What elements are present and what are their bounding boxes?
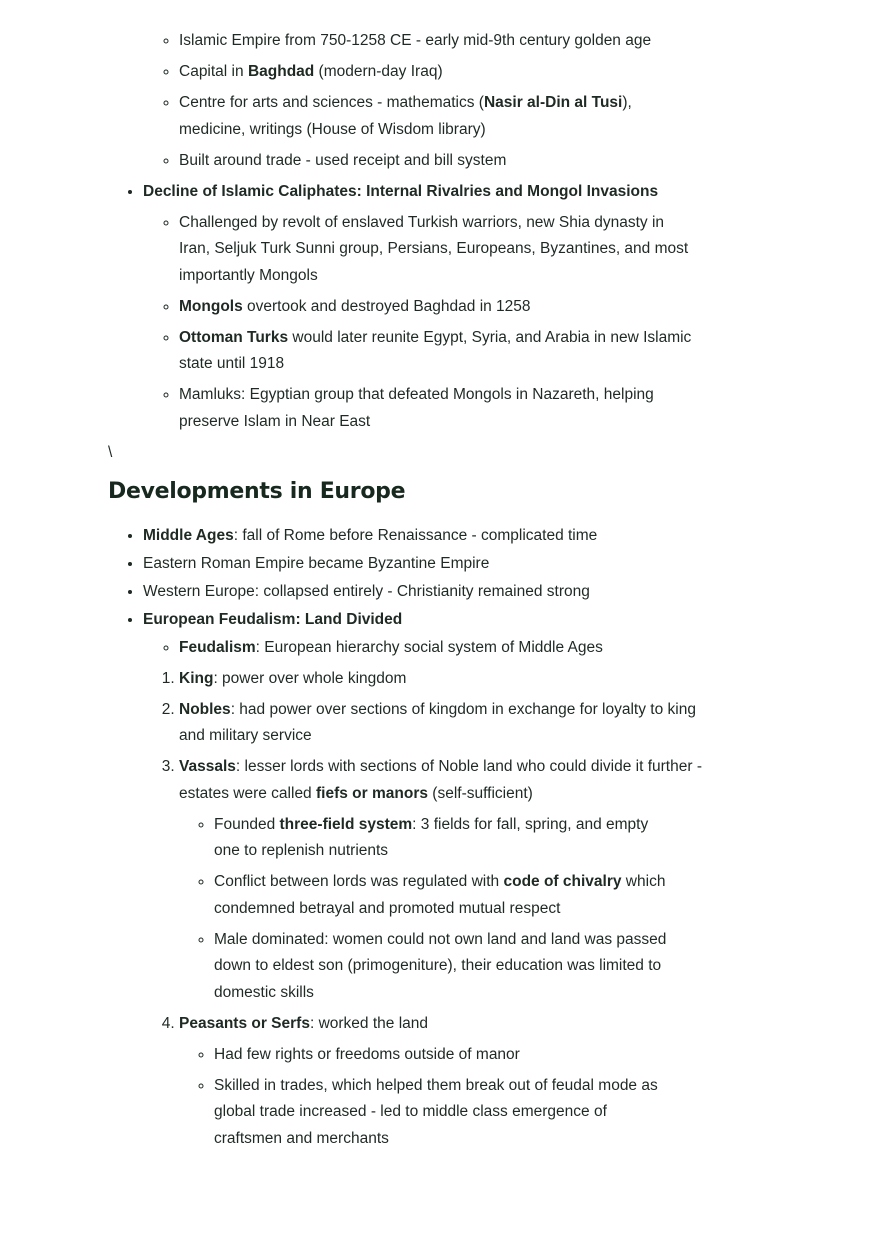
bold-term: King [179, 669, 214, 687]
list-item: ◦ Male dominated: women could not own land and land was passed down to eldest son (primogeniture), their education was limited to domestic skills [214, 927, 708, 1007]
list-item: ◦ Ottoman Turks would later reunite Egypt, Syria, and Arabia in new Islamic state until 1918 [179, 325, 708, 378]
top-bullet-list [108, 28, 708, 435]
bold-term: Nobles [179, 700, 231, 718]
vassals-sublist [179, 812, 708, 1007]
europe-bullet-list [108, 523, 708, 1153]
list-item: ◦ Islamic Empire from 750-1258 CE - early mid-9th century golden age [179, 28, 708, 55]
decline-item [143, 179, 708, 436]
list-item: ◦ Skilled in trades, which helped them break out of feudal mode as global trade increased - led to middle class emergence of craftsmen and merchants [214, 1073, 708, 1153]
list-item: ◦ Founded three-field system: 3 fields for fall, spring, and empty one to replenish nutrients [214, 812, 708, 865]
decline-sublist [143, 210, 708, 436]
islamic-empire-sublist [143, 28, 708, 174]
list-item: 2. Nobles: had power over sections of kingdom in exchange for loyalty to king and military service [179, 697, 708, 750]
bold-term: Middle Ages [143, 526, 234, 544]
list-item: • Middle Ages: fall of Rome before Renaissance - complicated time [143, 523, 708, 550]
bold-term: code of chivalry [503, 873, 622, 890]
bold-term: Feudalism [179, 638, 256, 656]
bold-term: Baghdad [247, 63, 315, 80]
bold-term: Vassals [179, 758, 236, 775]
islamic-empire-item [143, 28, 708, 174]
peasants-item: 4. Peasants or Serfs: worked the land ◦ Had few rights or freedoms outside of manor ◦ Skilled in trades, which helped them break out of feudal mode as global trade increased - led to middle class emergence of craftsmen and merchants [179, 1011, 708, 1153]
bold-term: three-field system [279, 815, 413, 833]
list-item: ◦ Mongols overtook and destroyed Baghdad in 1258 [179, 294, 708, 321]
bold-term: Peasants or Serfs [179, 1014, 310, 1032]
section-heading: Developments in Europe [108, 478, 406, 504]
list-item: ◦ Had few rights or freedoms outside of manor [214, 1042, 708, 1069]
list-item: ◦ Mamluks: Egyptian group that defeated Mongols in Nazareth, helping preserve Islam in Near East [179, 382, 708, 435]
list-item: ◦ Challenged by revolt of enslaved Turkish warriors, new Shia dynasty in Iran, Seljuk Turk Sunni group, Persians, Europeans, Byzantines, and most importantly Mongols [179, 210, 708, 290]
bold-term: Ottoman Turks [179, 328, 289, 346]
peasants-sublist [179, 1042, 708, 1153]
bold-term: fiefs or manors [316, 784, 428, 802]
feudalism-title: European Feudalism: Land Divided [143, 610, 403, 628]
feudal-ranks-list [143, 666, 708, 1153]
list-item: ◦ Feudalism: European hierarchy social system of Middle Ages [179, 635, 708, 662]
stray-backslash: \ [108, 443, 113, 461]
feudalism-definition-list [143, 635, 708, 662]
list-item: ◦ Built around trade - used receipt and bill system [179, 148, 708, 175]
document-page [108, 28, 708, 1157]
list-item: ◦ Conflict between lords was regulated with code of chivalry which condemned betrayal and promoted mutual respect [214, 869, 708, 922]
list-item: • Eastern Roman Empire became Byzantine Empire [143, 551, 708, 578]
vassals-item: 3. Vassals: lesser lords with sections of Noble land who could divide it further - estates were called fiefs or manors (self-sufficient) ◦ Founded three-field system: 3 fields for fall, spring, and empty one to replenish nutrients ◦ Conflict between lords was regulated with code of chivalry which condemned betrayal and promoted mutual respect ◦ Male dominated: women could not own land and land was passed down to eldest son (primogeniture), their education was limited to domestic skills [179, 754, 708, 1006]
list-item: 1. King: power over whole kingdom [179, 666, 708, 693]
bold-term: Mongols [179, 297, 243, 315]
list-item: ◦ Centre for arts and sciences - mathematics (Nasir al-Din al Tusi), medicine, writings (House of Wisdom library) [179, 90, 708, 143]
list-item: • Western Europe: collapsed entirely - Christianity remained strong [143, 579, 708, 606]
decline-title: Decline of Islamic Caliphates: Internal Rivalries and Mongol Invasions [143, 182, 659, 200]
list-item: ◦ Capital in Baghdad (modern-day Iraq) [179, 59, 708, 86]
feudalism-item [143, 607, 708, 1153]
bold-term: Nasir al-Din al Tusi [483, 94, 623, 111]
